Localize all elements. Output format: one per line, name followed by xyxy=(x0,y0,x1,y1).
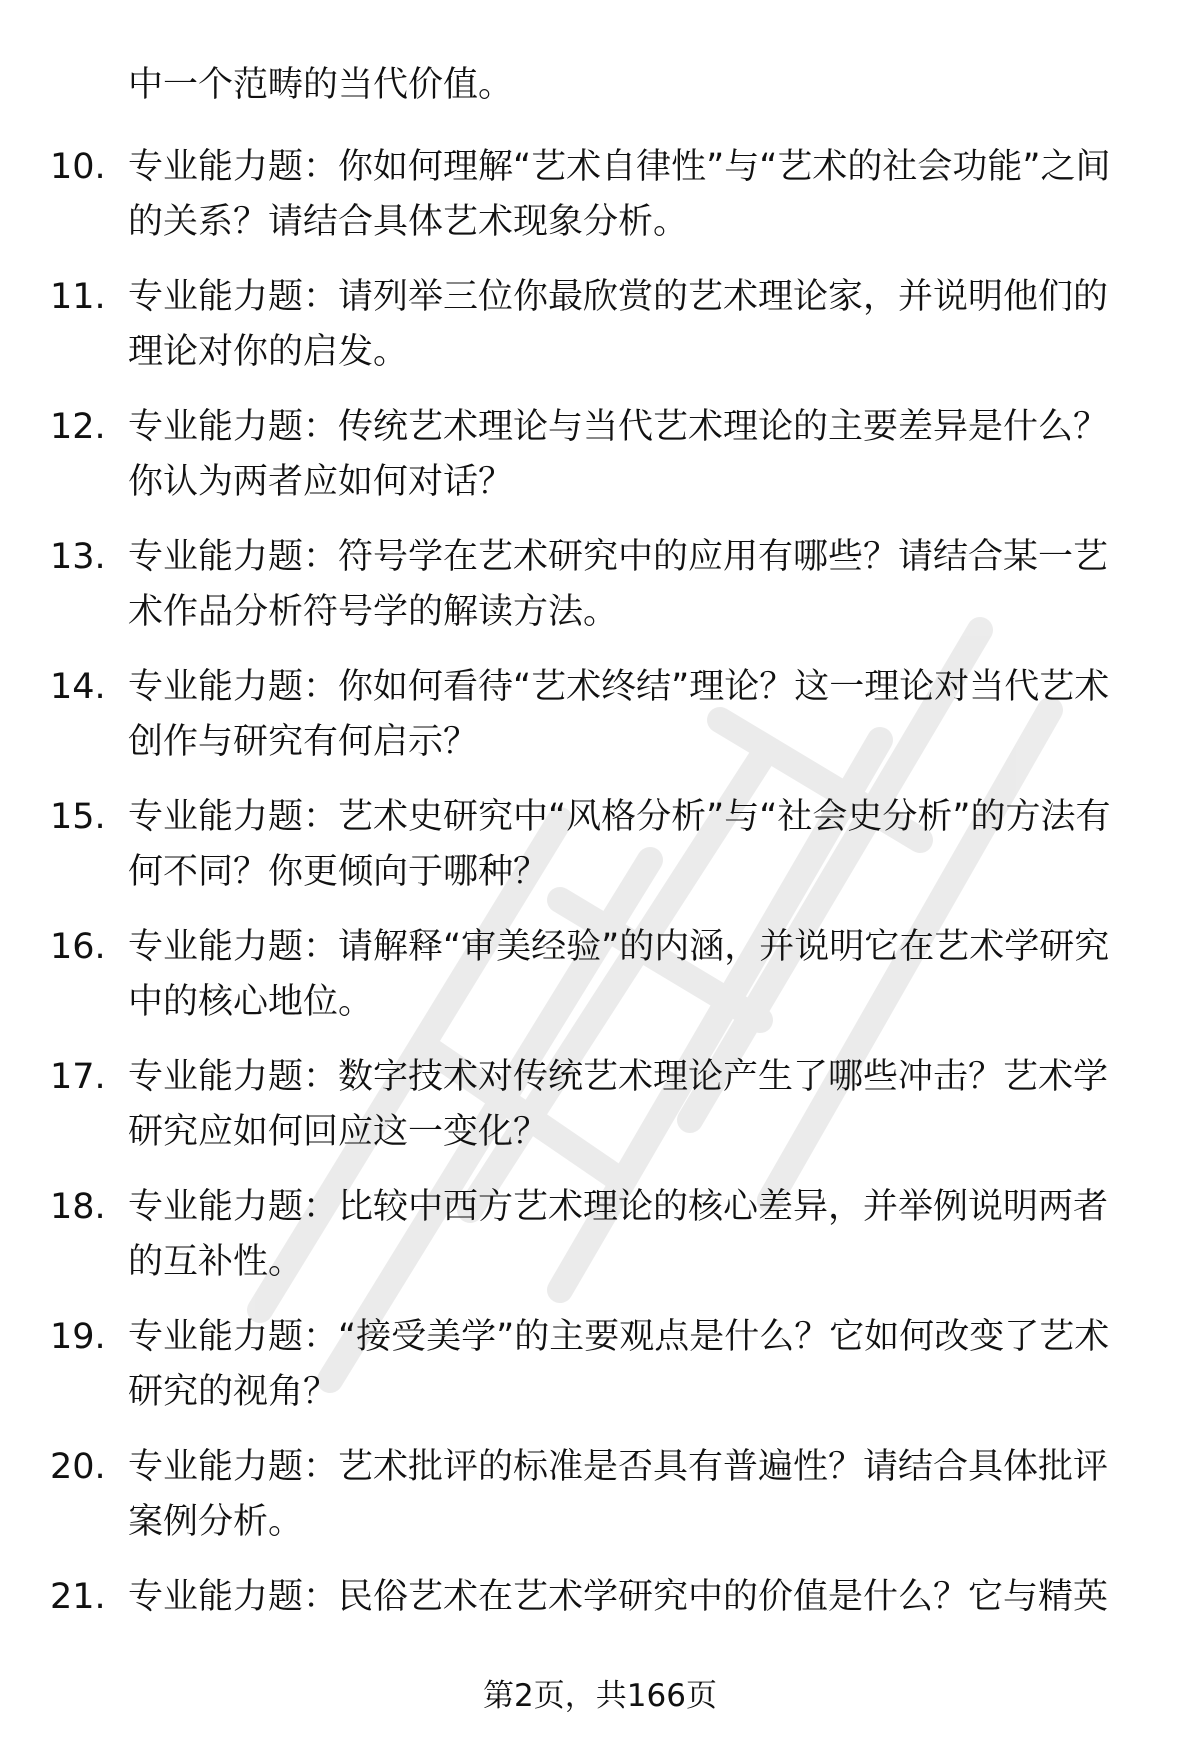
question-text: 专业能力题：比较中西方艺术理论的核心差异，并举例说明两者的互补性。 xyxy=(128,1187,1109,1282)
question-number: 13. xyxy=(50,537,106,577)
question-number: 19. xyxy=(50,1317,106,1357)
question-number: 16. xyxy=(50,927,106,967)
question-text: 专业能力题：民俗艺术在艺术学研究中的价值是什么？它与精英 xyxy=(128,1577,1109,1617)
question-text: 专业能力题：“接受美学”的主要观点是什么？它如何改变了艺术研究的视角？ xyxy=(128,1317,1110,1412)
question-number: 21. xyxy=(50,1577,106,1617)
question-number: 18. xyxy=(50,1187,106,1227)
question-text: 专业能力题：传统艺术理论与当代艺术理论的主要差异是什么？你认为两者应如何对话？ xyxy=(128,407,1109,502)
question-item xyxy=(50,1180,1150,1290)
question-number: 20. xyxy=(50,1447,106,1487)
question-item xyxy=(50,530,1150,640)
question-text: 专业能力题：你如何看待“艺术终结”理论？这一理论对当代艺术创作与研究有何启示？ xyxy=(128,667,1110,762)
question-number: 12. xyxy=(50,407,106,447)
continuation-text: 中一个范畴的当代价值。 xyxy=(128,65,514,105)
question-number: 15. xyxy=(50,797,106,837)
question-item xyxy=(50,1310,1150,1420)
question-number: 10. xyxy=(50,147,106,187)
question-number: 17. xyxy=(50,1057,106,1097)
question-text: 专业能力题：艺术史研究中“风格分析”与“社会史分析”的方法有何不同？你更倾向于哪种？ xyxy=(128,797,1111,892)
question-text: 专业能力题：符号学在艺术研究中的应用有哪些？请结合某一艺术作品分析符号学的解读方法。 xyxy=(128,537,1109,632)
question-item xyxy=(50,1570,1150,1625)
question-number: 14. xyxy=(50,667,106,707)
page-footer: 第2页，共166页 xyxy=(483,1678,717,1714)
question-text: 专业能力题：数字技术对传统艺术理论产生了哪些冲击？艺术学研究应如何回应这一变化？ xyxy=(128,1057,1109,1152)
question-item xyxy=(50,920,1150,1030)
question-text: 专业能力题：艺术批评的标准是否具有普遍性？请结合具体批评案例分析。 xyxy=(128,1447,1109,1542)
question-number: 11. xyxy=(50,277,106,317)
question-item xyxy=(50,1440,1150,1550)
question-item xyxy=(50,270,1150,380)
question-text: 专业能力题：请列举三位你最欣赏的艺术理论家，并说明他们的理论对你的启发。 xyxy=(128,277,1109,372)
question-item xyxy=(50,140,1150,250)
question-item xyxy=(50,790,1150,900)
question-text: 专业能力题：你如何理解“艺术自律性”与“艺术的社会功能”之间的关系？请结合具体艺术现象分析。 xyxy=(128,147,1111,242)
question-text: 专业能力题：请解释“审美经验”的内涵，并说明它在艺术学研究中的核心地位。 xyxy=(128,927,1110,1022)
question-item xyxy=(50,400,1150,510)
question-item xyxy=(50,1050,1150,1160)
question-item xyxy=(50,660,1150,770)
